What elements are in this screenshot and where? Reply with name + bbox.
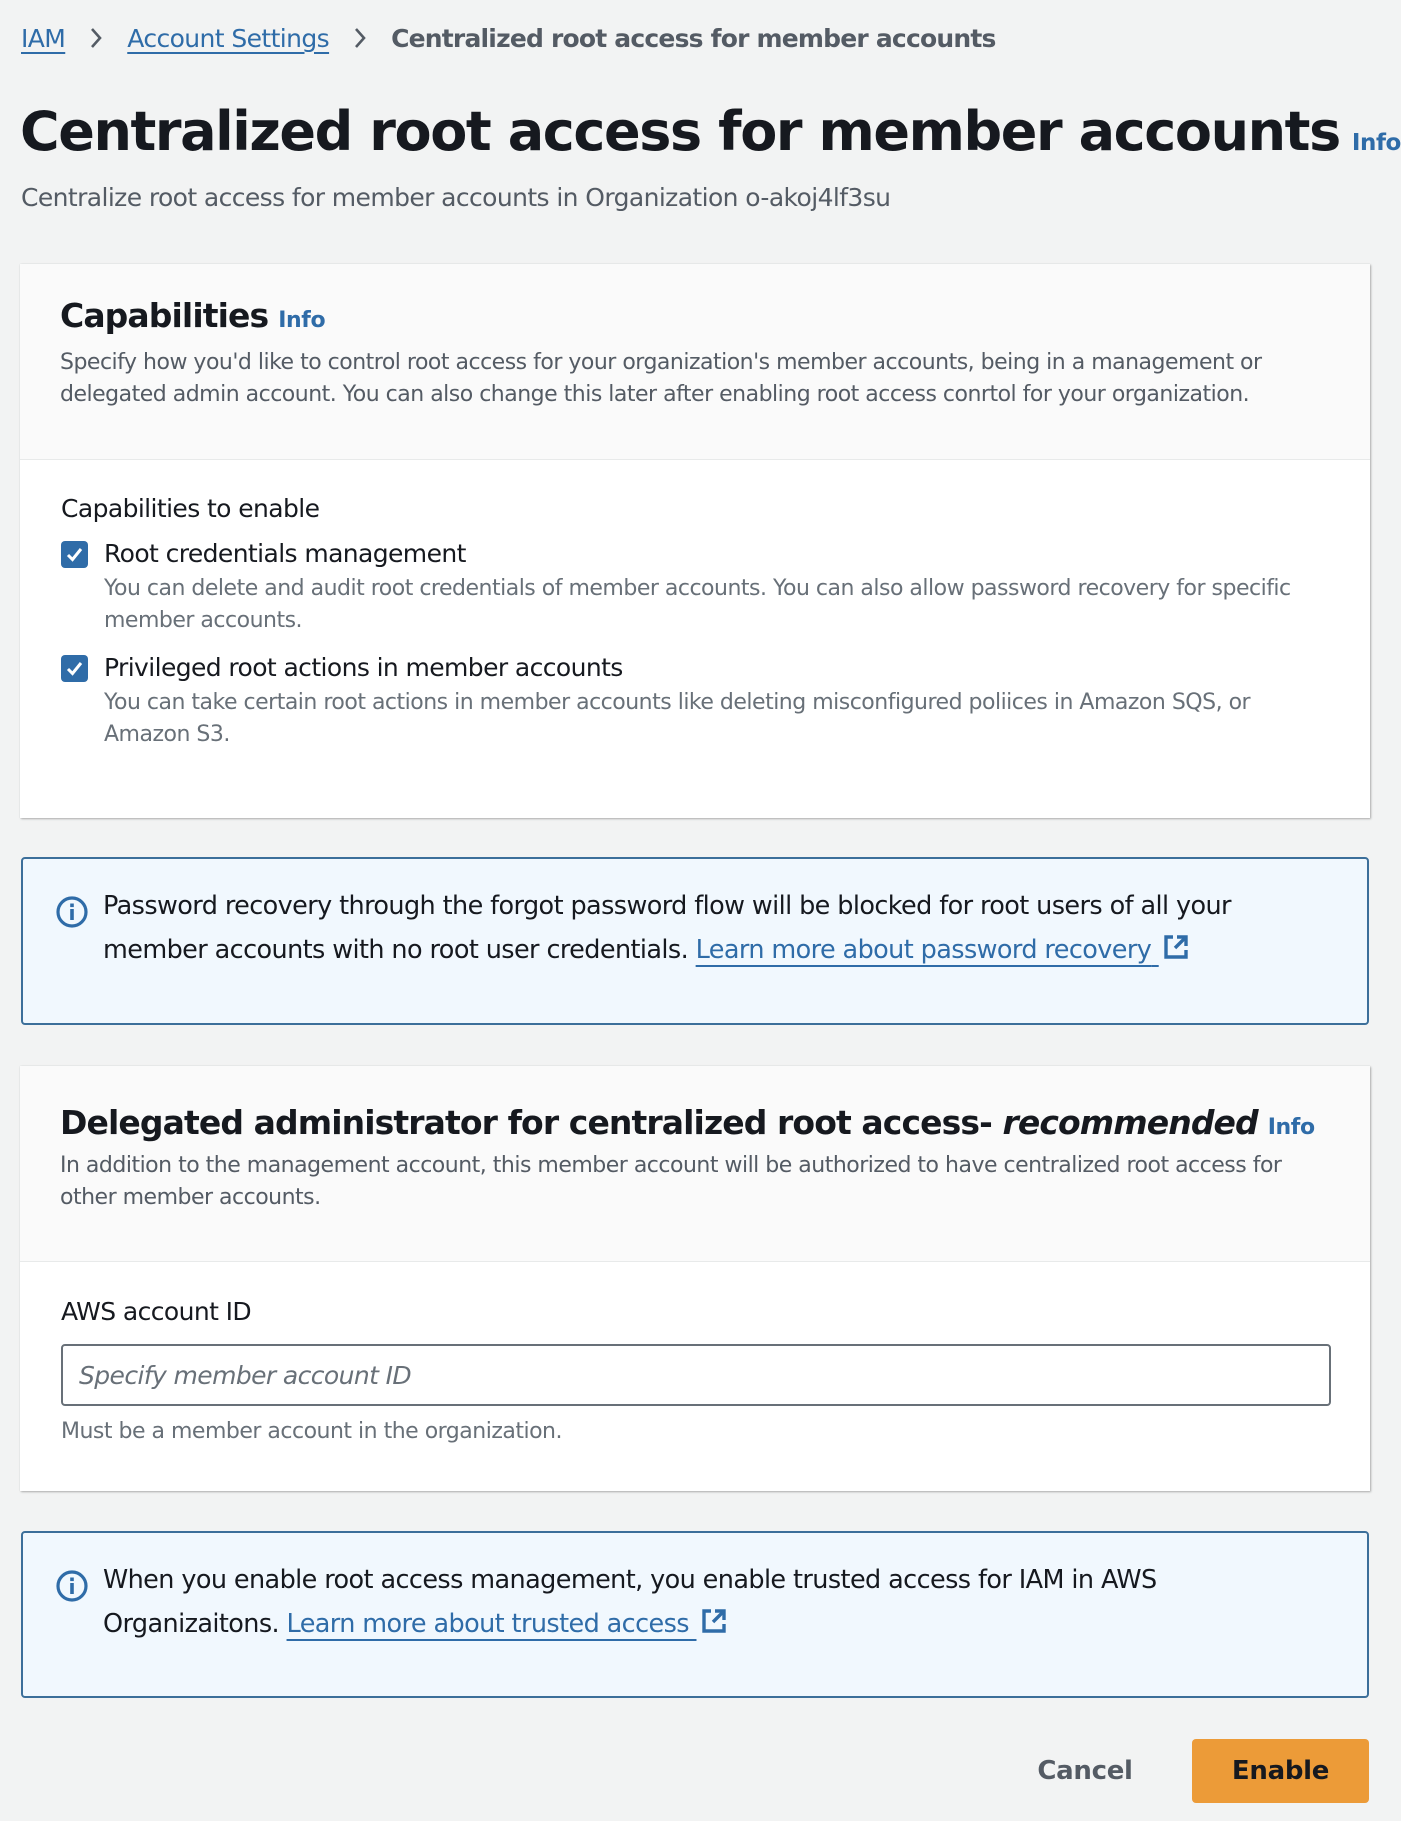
breadcrumb (21, 18, 996, 58)
breadcrumb-link-iam[interactable]: IAM (21, 23, 66, 53)
chevron-right-icon (89, 26, 103, 50)
learn-more-trusted-access-link[interactable] (287, 1609, 697, 1639)
learn-more-trusted-access-label[interactable]: Learn more about trusted access (286, 1609, 689, 1639)
privileged-actions-label[interactable]: Privileged root actions in member accounts (104, 653, 623, 682)
page-title-text: Centralized root access for member accounts (20, 100, 1340, 163)
trusted-access-alert (21, 1531, 1369, 1698)
external-link-icon[interactable] (1163, 934, 1189, 960)
info-circle-icon (55, 1569, 89, 1603)
delegated-admin-card-header (20, 1066, 1370, 1262)
chevron-right-icon (353, 26, 367, 50)
enable-button[interactable]: Enable (1192, 1739, 1369, 1803)
capabilities-card-body (20, 460, 1370, 751)
capabilities-group-label: Capabilities to enable (61, 494, 320, 523)
root-credentials-label[interactable]: Root credentials management (104, 539, 466, 568)
capabilities-info-link[interactable]: Info (278, 308, 326, 333)
checkmark-icon (65, 545, 84, 564)
aws-account-id-hint: Must be a member account in the organization. (61, 1419, 562, 1444)
delegated-admin-description: In addition to the management account, this member account will be authorized to have centralized root access for other member accounts. (60, 1153, 1282, 1210)
trusted-access-alert-text (103, 1533, 1183, 1696)
info-circle-icon (55, 895, 89, 929)
page-title (20, 100, 1401, 163)
trusted-access-alert-message: When you enable root access management, you enable trusted access for IAM in AWS Organizaitons. (103, 1565, 1157, 1639)
learn-more-password-recovery-link[interactable] (696, 935, 1159, 965)
learn-more-password-recovery-label[interactable]: Learn more about password recovery (695, 935, 1152, 965)
breadcrumb-current: Centralized root access for member accounts (391, 23, 996, 53)
delegated-admin-title-emphasis: recommended (1002, 1103, 1258, 1142)
password-recovery-alert-message: Password recovery through the forgot password flow will be blocked for root users of all your member accounts with no root user credentials. (103, 891, 1231, 965)
delegated-admin-title-text: Delegated administrator for centralized root access- (60, 1103, 992, 1142)
privileged-actions-description: You can take certain root actions in member accounts like deleting misconfigured poliices in Amazon SQS, or Amazon S3. (104, 690, 1251, 747)
breadcrumb-link-account-settings[interactable]: Account Settings (127, 23, 330, 53)
capabilities-card-header (20, 264, 1370, 460)
capability-option-privileged-actions (61, 651, 1330, 751)
page-subtitle: Centralize root access for member accounts in Organization o-akoj4lf3su (21, 183, 891, 212)
root-credentials-description: You can delete and audit root credentials of member accounts. You can also allow password recovery for specific member accounts. (104, 576, 1291, 633)
cancel-button[interactable]: Cancel (1037, 1756, 1133, 1786)
external-link-icon[interactable] (701, 1608, 727, 1634)
delegated-admin-card (20, 1066, 1370, 1491)
page-title-info-link[interactable]: Info (1351, 130, 1401, 156)
delegated-admin-card-body (20, 1262, 1370, 1448)
checkmark-icon (65, 659, 84, 678)
password-recovery-alert-text (103, 859, 1335, 1023)
capability-option-root-credentials (61, 537, 1330, 637)
delegated-admin-info-link[interactable]: Info (1267, 1115, 1315, 1140)
password-recovery-alert (21, 857, 1369, 1025)
root-credentials-text (104, 537, 1330, 637)
privileged-actions-checkbox[interactable] (61, 655, 88, 682)
capabilities-title-text: Capabilities (60, 296, 269, 335)
aws-account-id-input[interactable] (61, 1344, 1331, 1406)
capabilities-card (20, 264, 1370, 818)
delegated-admin-title (60, 1103, 1330, 1142)
root-credentials-checkbox[interactable] (61, 541, 88, 568)
privileged-actions-text (104, 651, 1330, 751)
capabilities-title (60, 296, 1330, 335)
capabilities-description: Specify how you'd like to control root access for your organization's member accounts, being in a management or delegated admin account. You can also change this later after enabling root access conrtol for your organization. (60, 350, 1262, 407)
aws-account-id-label: AWS account ID (61, 1297, 252, 1326)
